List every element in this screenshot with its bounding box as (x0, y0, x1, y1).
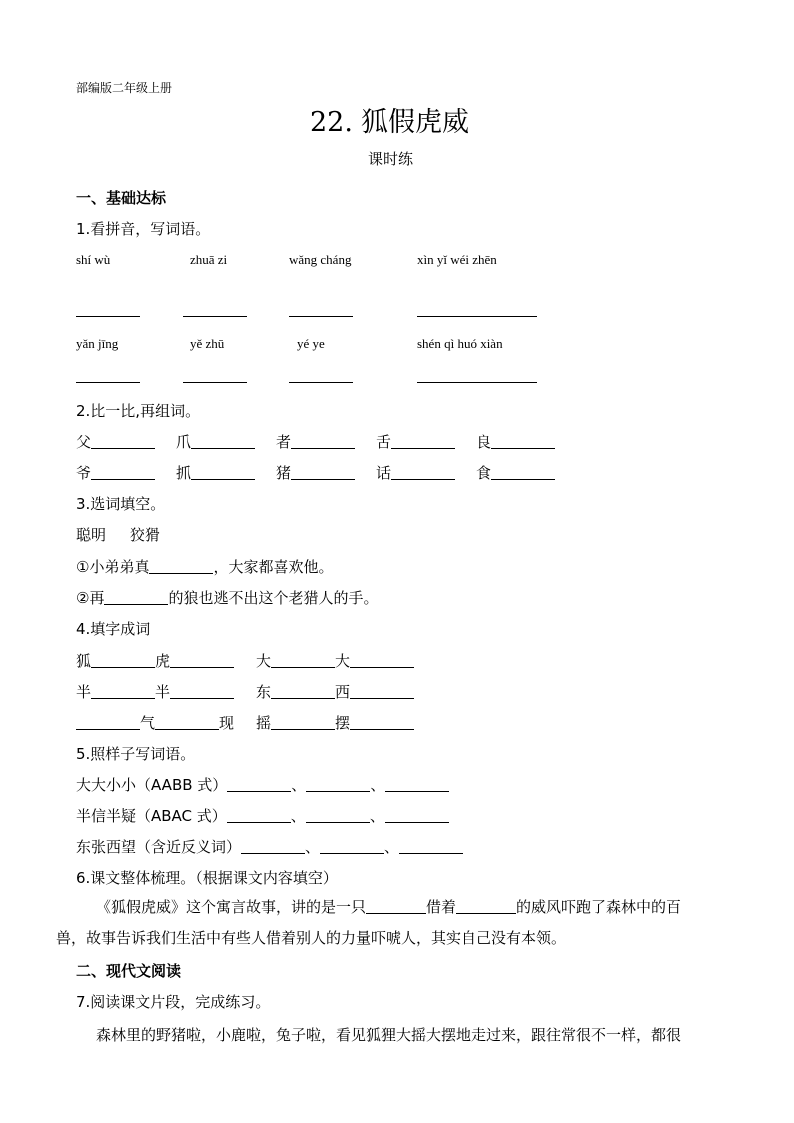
page-title (310, 100, 469, 139)
compare-char: 爪 (176, 431, 255, 452)
compare-char: 食 (476, 462, 555, 483)
pattern-line-abac: 半信半疑（ABAC 式） 、 、 (76, 805, 449, 826)
answer-blank[interactable] (417, 316, 537, 317)
answer-blank[interactable] (350, 715, 414, 730)
pattern-line-aabb: 大大小小（AABB 式） 、 、 (76, 774, 449, 795)
pinyin-item: shí wù (76, 252, 111, 267)
answer-blank[interactable] (385, 777, 449, 792)
answer-blank[interactable] (417, 382, 537, 383)
idiom-fill: 摇 摆 (256, 712, 414, 733)
lesson-title: 狐假虎威 (360, 107, 469, 138)
question-7-prompt: 7.阅读课文片段，完成练习。 (76, 993, 271, 1011)
compare-char: 良 (476, 431, 555, 452)
answer-blank[interactable] (183, 382, 247, 383)
idiom-fill: 半 半 (76, 681, 234, 702)
page-subtitle: 课时练 (368, 150, 414, 168)
pinyin-item: wǎng cháng (289, 252, 352, 267)
compare-char: 爷 (76, 462, 155, 483)
pinyin-item: yǎn jīng (76, 336, 119, 351)
pinyin-item: yě zhū (190, 336, 225, 351)
answer-blank[interactable] (491, 434, 555, 449)
pinyin-item: yé ye (297, 336, 325, 351)
answer-blank[interactable] (271, 715, 335, 730)
answer-blank[interactable] (391, 434, 455, 449)
section-heading-basic: 一、基础达标 (76, 189, 167, 207)
answer-blank[interactable] (91, 684, 155, 699)
answer-blank[interactable] (399, 839, 463, 854)
idiom-fill: 气 现 (76, 712, 234, 733)
answer-blank[interactable] (491, 465, 555, 480)
answer-blank[interactable] (271, 684, 335, 699)
answer-blank[interactable] (91, 653, 155, 668)
answer-blank[interactable] (149, 559, 213, 574)
answer-blank[interactable] (350, 684, 414, 699)
question-5-prompt: 5.照样子写词语。 (76, 745, 196, 763)
compare-char: 话 (376, 462, 455, 483)
lesson-number: 22. (310, 107, 353, 138)
compare-char: 猪 (276, 462, 355, 483)
compare-char: 父 (76, 431, 155, 452)
answer-blank[interactable] (91, 434, 155, 449)
answer-blank[interactable] (241, 839, 305, 854)
fill-sentence-2: ②再 的狼也逃不出这个老猎人的手。 (76, 589, 379, 607)
compare-char: 者 (276, 431, 355, 452)
question-1-prompt: 1.看拼音，写词语。 (76, 220, 211, 238)
reading-passage: 森林里的野猪啦，小鹿啦，兔子啦，看见狐狸大摇大摆地走过来，跟往常很不一样，都很 (96, 1026, 682, 1044)
question-3-prompt: 3.选词填空。 (76, 495, 166, 513)
answer-blank[interactable] (76, 715, 140, 730)
pinyin-item: zhuā zi (190, 252, 228, 267)
answer-blank[interactable] (227, 808, 291, 823)
pinyin-item: shén qì huó xiàn (417, 336, 503, 351)
answer-blank[interactable] (91, 465, 155, 480)
pattern-line-antonym: 东张西望（含近反义词） 、 、 (76, 836, 463, 857)
answer-blank[interactable] (76, 382, 140, 383)
idiom-fill: 狐 虎 (76, 650, 234, 671)
answer-blank[interactable] (291, 434, 355, 449)
answer-blank[interactable] (271, 653, 335, 668)
compare-char: 抓 (176, 462, 255, 483)
answer-blank[interactable] (183, 316, 247, 317)
answer-blank[interactable] (170, 653, 234, 668)
answer-blank[interactable] (306, 777, 370, 792)
answer-blank[interactable] (391, 465, 455, 480)
question-2-prompt: 2.比一比,再组词。 (76, 402, 201, 420)
pinyin-item: xìn yǐ wéi zhēn (417, 252, 497, 267)
answer-blank[interactable] (191, 434, 255, 449)
question-4-prompt: 4.填字成词 (76, 620, 151, 638)
idiom-fill: 大 大 (256, 650, 414, 671)
answer-blank[interactable] (76, 316, 140, 317)
answer-blank[interactable] (289, 316, 353, 317)
compare-char: 舌 (376, 431, 455, 452)
answer-blank[interactable] (291, 465, 355, 480)
edition-label: 部编版二年级上册 (76, 81, 173, 95)
answer-blank[interactable] (191, 465, 255, 480)
answer-blank[interactable] (320, 839, 384, 854)
answer-blank[interactable] (227, 777, 291, 792)
answer-blank[interactable] (350, 653, 414, 668)
question-6-prompt: 6.课文整体梳理。（根据课文内容填空） (76, 869, 338, 887)
answer-blank[interactable] (456, 899, 516, 914)
answer-blank[interactable] (306, 808, 370, 823)
section-heading-reading: 二、现代文阅读 (76, 962, 182, 980)
answer-blank[interactable] (366, 899, 426, 914)
answer-blank[interactable] (289, 382, 353, 383)
answer-blank[interactable] (104, 590, 168, 605)
answer-blank[interactable] (155, 715, 219, 730)
answer-blank[interactable] (170, 684, 234, 699)
word-options: 聪明 狡猾 (76, 526, 160, 544)
fill-sentence-1: ①小弟弟真 ，大家都喜欢他。 (76, 558, 334, 576)
answer-blank[interactable] (385, 808, 449, 823)
idiom-fill: 东 西 (256, 681, 414, 702)
summary-paragraph: 《狐假虎威》这个寓言故事，讲的是一只 借着 的威风吓跑了森林中的百 兽，故事告诉我们生活中有些人借着别人的力量吓唬人，其实自己没有本领。 (56, 898, 682, 947)
